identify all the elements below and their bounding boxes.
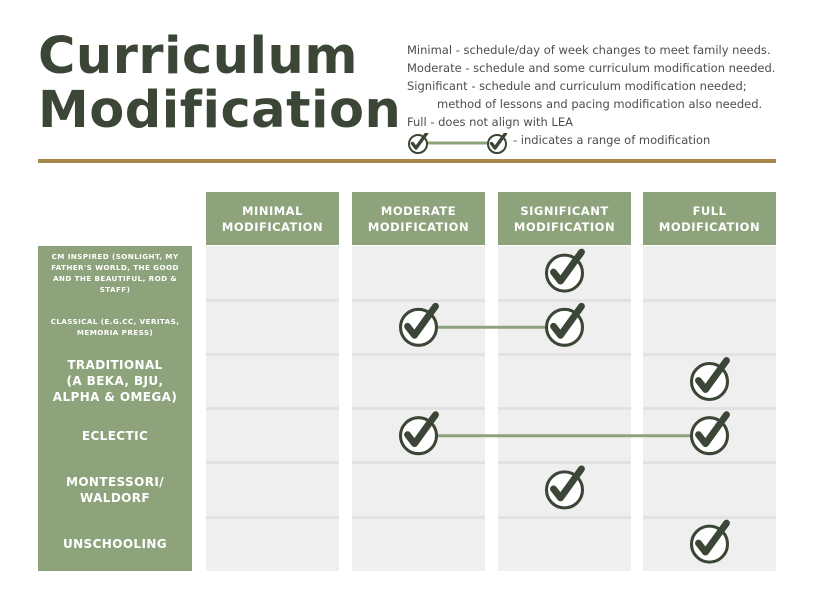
legend-significant: Significant - schedule and curriculum modification needed; [407, 79, 747, 93]
column-header-line: MODERATE [380, 203, 457, 218]
column-header-line: FULL [692, 203, 727, 218]
row-label-line: UNSCHOOLING [62, 537, 168, 552]
column-header-line: SIGNIFICANT [520, 203, 609, 218]
column-header-line: MODIFICATION [658, 219, 761, 234]
legend-range-text: - indicates a range of modification [513, 133, 711, 147]
check-circle-icon [692, 361, 728, 400]
check-circle-icon [547, 252, 583, 291]
column-header-line: MODIFICATION [221, 219, 324, 234]
title-line-1: Curriculum [38, 27, 358, 86]
row-label-line: CLASSICAL (E.G.CC, VERITAS, MEMORIA PRESS) [50, 317, 180, 338]
legend-minimal: Minimal - schedule/day of week changes to meet family needs. [407, 43, 771, 57]
legend-full: Full - does not align with LEA [407, 115, 573, 129]
row-label-line: CM INSPIRED (SONLIGHT, MY FATHER'S WORLD, THE GOOD AND THE BEAUTIFUL, ROD & STAFF) [51, 252, 179, 295]
row-label-line: ALPHA & OMEGA) [52, 390, 178, 405]
row-label-line: ECLECTIC [81, 428, 149, 443]
check-circle-icon [547, 306, 583, 345]
check-circle-icon [547, 469, 583, 508]
title-line-2: Modification [38, 81, 402, 140]
column-header-line: MODIFICATION [367, 219, 470, 234]
check-circle-icon [692, 523, 728, 562]
column-header-line: MODIFICATION [513, 219, 616, 234]
legend-significant-cont: method of lessons and pacing modification also needed. [437, 97, 763, 111]
row-label-line: TRADITIONAL [67, 358, 163, 373]
check-circle-icon [401, 415, 437, 454]
row-label-line: MONTESSORI/ [65, 474, 164, 489]
legend-moderate: Moderate - schedule and some curriculum modification needed. [407, 61, 776, 75]
check-circle-icon [401, 306, 437, 345]
check-circle-icon [692, 415, 728, 454]
row-label-line: WALDORF [79, 490, 151, 505]
row-label-line: (A BEKA, BJU, [66, 374, 164, 389]
column-header-line: MINIMAL [242, 203, 303, 218]
